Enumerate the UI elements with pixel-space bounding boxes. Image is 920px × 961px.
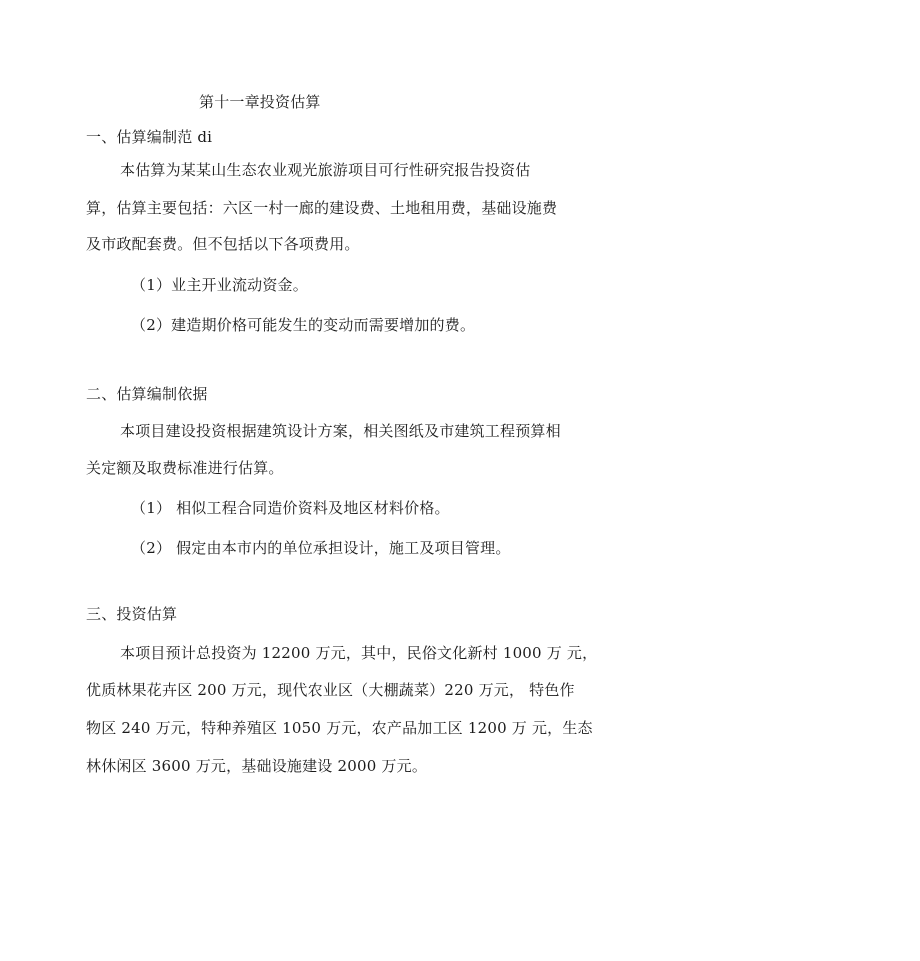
list-item: （2） 假定由本市内的单位承担设计，施工及项目管理。 (131, 539, 511, 557)
list-item: （1） 相似工程合同造价资料及地区材料价格。 (131, 499, 450, 517)
section-heading-estimate: 三、投资估算 (86, 605, 178, 623)
paragraph-line: 关定额及取费标准进行估算。 (86, 459, 284, 477)
paragraph-line: 及市政配套费。但不包括以下各项费用。 (86, 235, 360, 253)
paragraph-line: 本项目预计总投资为 12200 万元，其中，民俗文化新村 1000 万 元， (120, 644, 598, 662)
paragraph-line: 本项目建设投资根据建筑设计方案，相关图纸及市建筑工程预算相 (120, 422, 561, 440)
paragraph-line: 物区 240 万元，特种养殖区 1050 万元，农产品加工区 1200 万 元，生态 (86, 719, 593, 737)
section-heading-scope: 一、估算编制范 di (86, 128, 213, 146)
section-heading-basis: 二、估算编制依据 (86, 385, 208, 403)
list-item: （1）业主开业流动资金。 (131, 276, 308, 294)
list-item: （2）建造期价格可能发生的变动而需要增加的费。 (131, 316, 476, 334)
paragraph-line: 本估算为某某山生态农业观光旅游项目可行性研究报告投资估 (120, 161, 531, 179)
paragraph-line: 优质林果花卉区 200 万元，现代农业区（大棚蔬菜）220 万元， 特色作 (86, 681, 575, 699)
chapter-title: 第十一章投资估算 (199, 93, 321, 111)
paragraph-line: 算，估算主要包括：六区一村一廊的建设费、土地租用费，基础设施费 (86, 199, 558, 217)
paragraph-line: 林休闲区 3600 万元，基础设施建设 2000 万元。 (86, 757, 428, 775)
